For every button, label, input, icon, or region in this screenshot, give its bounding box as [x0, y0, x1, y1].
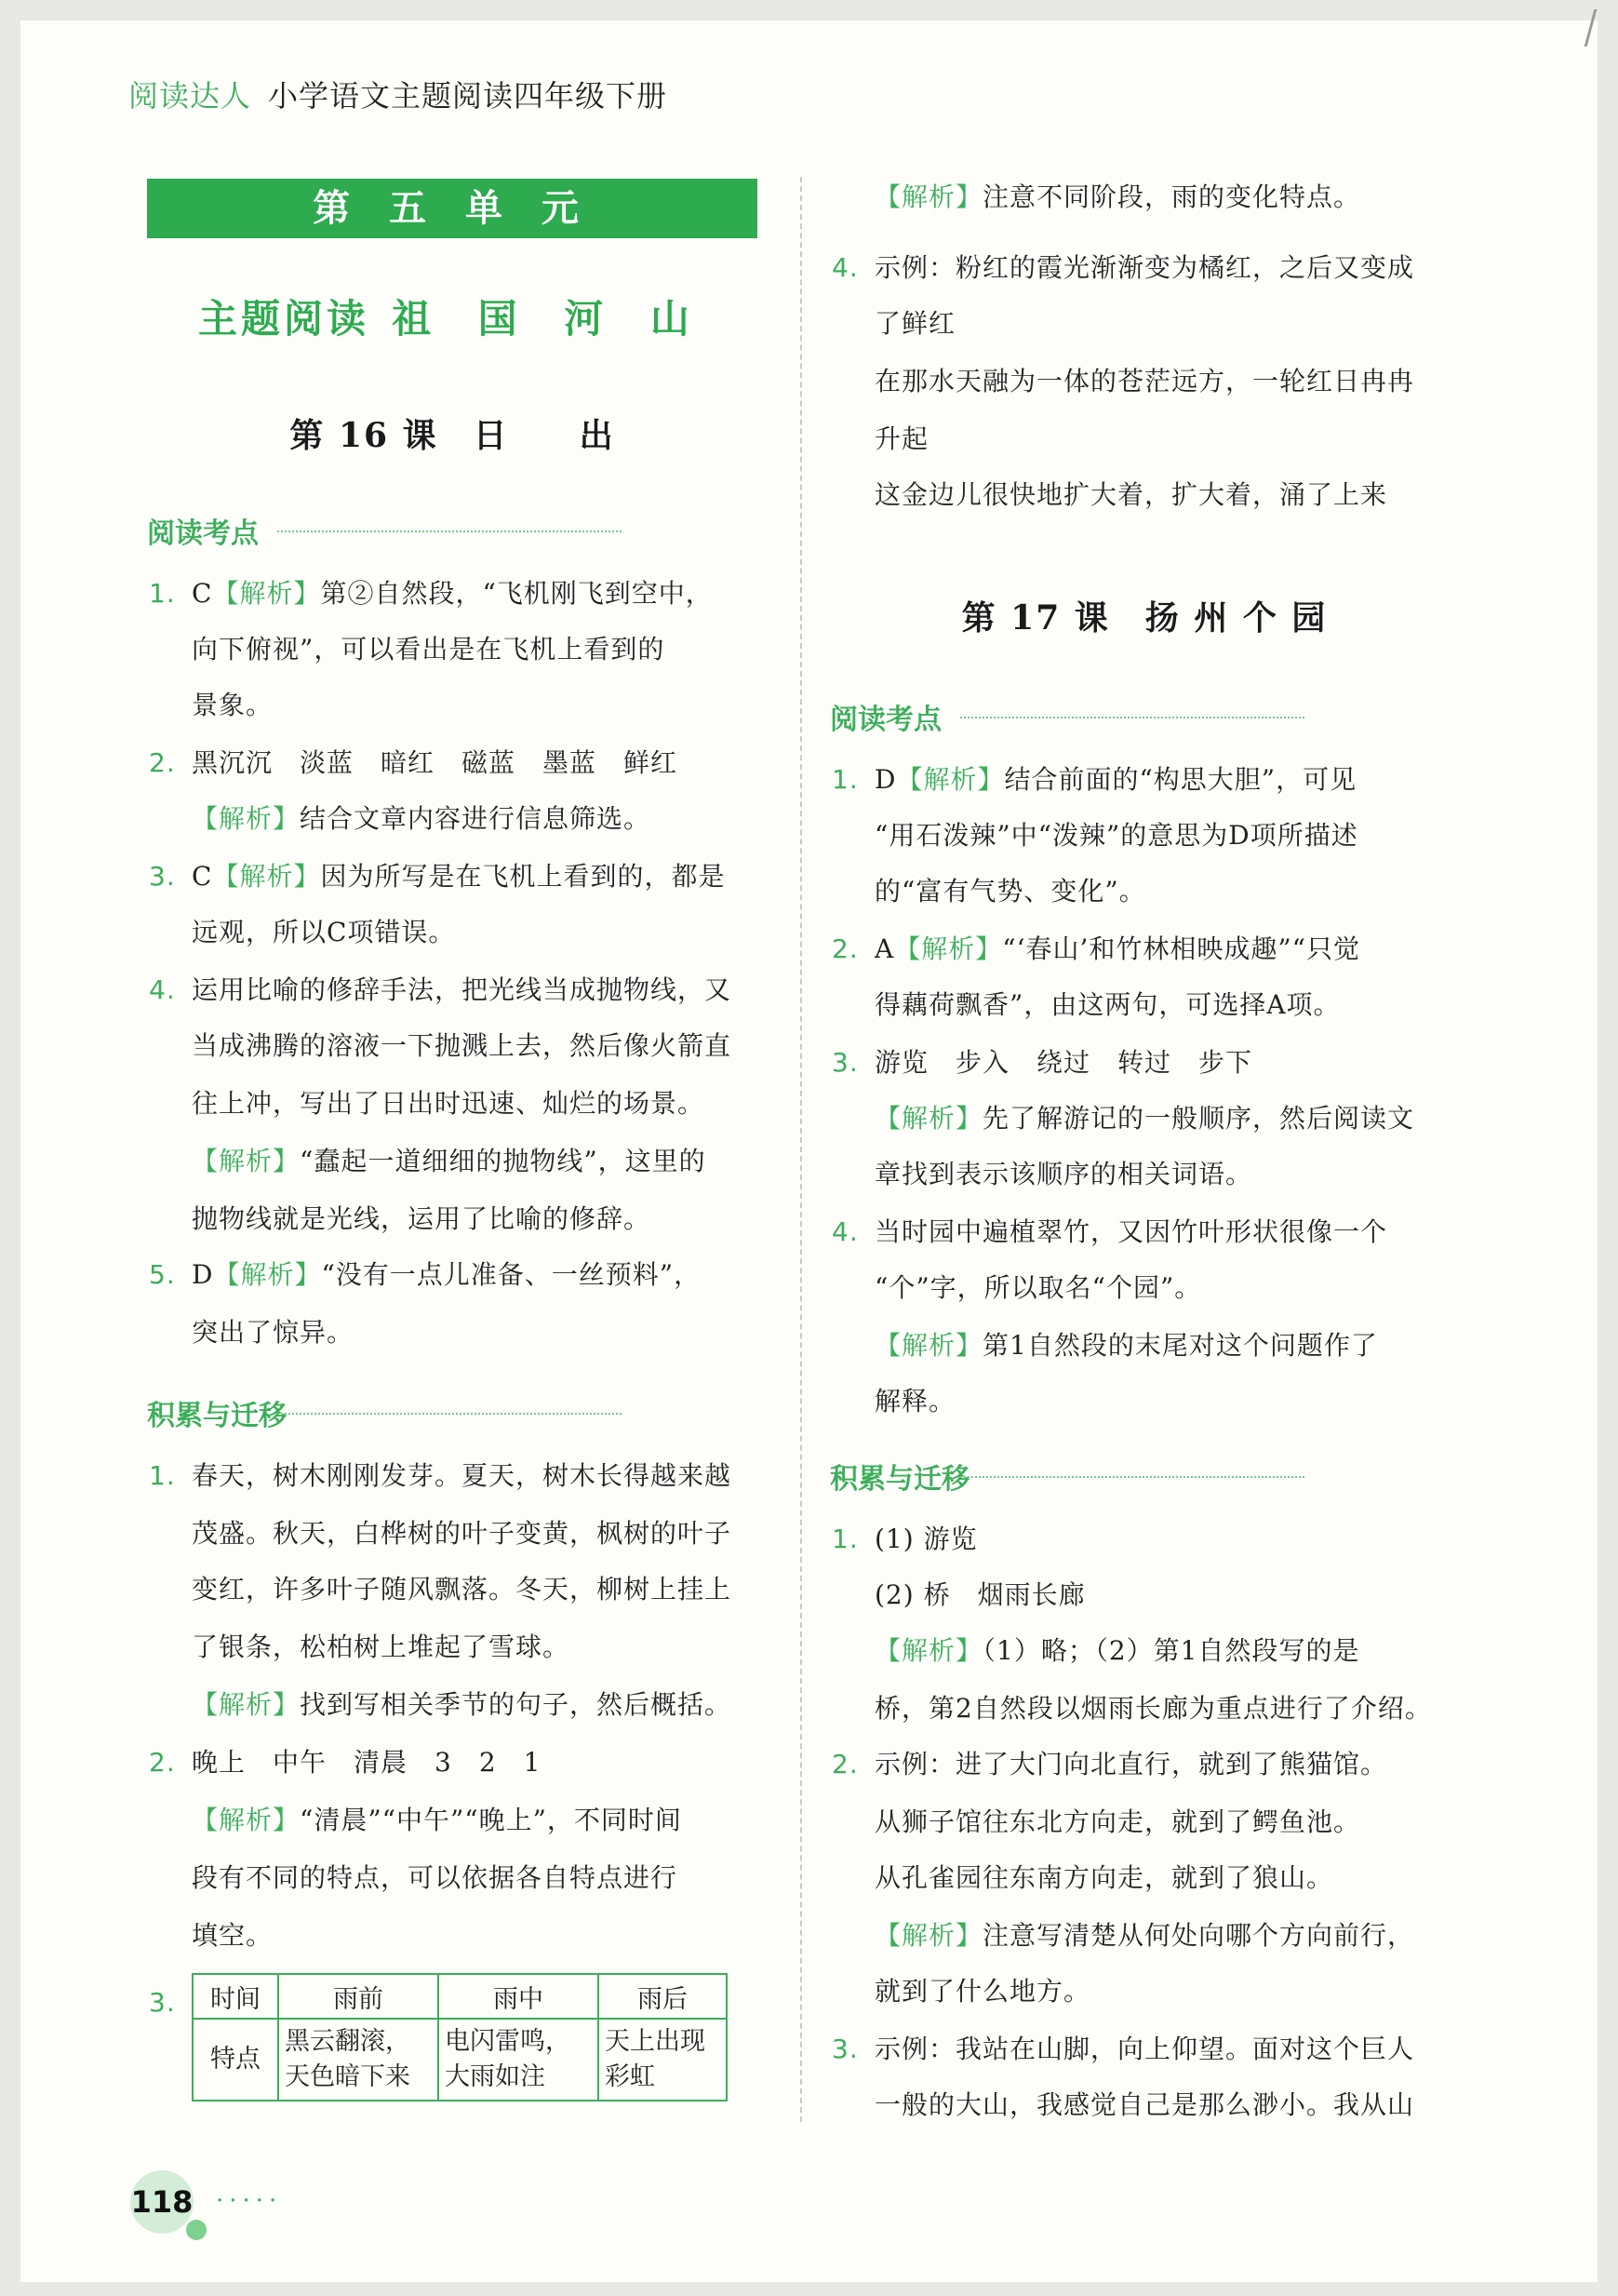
table-cell: 黑云翻滚，天色暗下来 [278, 2019, 438, 2101]
table-header-cell: 雨后 [598, 1974, 727, 2019]
answer-line: 往上冲，写出了日出时迅速、灿烂的场景。 [192, 1088, 705, 1119]
answer-line: 抛物线就是光线，运用了比喻的修辞。 [192, 1203, 651, 1234]
answer-line: 2. 晚上 中午 清晨 3 2 1 [149, 1747, 542, 1778]
answer-line: 一般的大山，我感觉自己是那么渺小。我从山 [875, 2089, 1415, 2120]
page-corner-mark [1585, 9, 1612, 47]
answer-line: 了鲜红 [875, 308, 956, 339]
answer-line: 【解析】找到写相关季节的句子，然后概括。 [192, 1689, 732, 1720]
answer-line: 【解析】（1）略；（2）第1自然段写的是 [875, 1635, 1360, 1666]
answer-line: 3. C【解析】因为所写是在飞机上看到的，都是 [149, 861, 726, 892]
answer-line: 【解析】第1自然段的末尾对这个问题作了 [875, 1330, 1378, 1361]
answer-line: 这金边儿很快地扩大着，扩大着，涌了上来 [875, 479, 1388, 510]
answer-line: (2) 桥 烟雨长廊 [875, 1579, 1086, 1610]
table-cell: 特点 [193, 2019, 278, 2101]
unit-title-bar: 第 五 单 元 [147, 179, 757, 238]
brand-name: 阅读达人 [128, 78, 252, 114]
column-divider [800, 177, 802, 2122]
theme-title-b: 祖 国 河 山 [392, 296, 706, 342]
book-title: 小学语文主题阅读四年级下册 [268, 78, 668, 114]
answer-line: “用石泼辣”中“泼辣”的意思为D项所描述 [875, 820, 1358, 851]
answer-line: 了银条，松柏树上堆起了雪球。 [192, 1631, 570, 1662]
table-cell: 电闪雷鸣，大雨如注 [438, 2019, 598, 2101]
answer-line: 当成沸腾的溶液一下抛溅上去，然后像火箭直 [192, 1030, 732, 1061]
answer-line: 【解析】先了解游记的一般顺序，然后阅读文 [875, 1103, 1415, 1134]
answer-line: 4. 运用比喻的修辞手法，把光线当成抛物线，又 [149, 974, 732, 1005]
answer-line: 4. 示例：粉红的霞光渐渐变为橘红，之后又变成 [832, 252, 1415, 283]
answer-line: 突出了惊异。 [192, 1317, 354, 1348]
answer-line: 1. (1) 游览 [832, 1524, 978, 1554]
answer-line: 的“富有气势、变化”。 [875, 876, 1146, 906]
answer-line: 向下俯视”，可以看出是在飞机上看到的 [192, 634, 665, 665]
answer-line: 2. 示例：进了大门向北直行，就到了熊猫馆。 [832, 1749, 1388, 1779]
answer-line: 【解析】“蠢起一道细细的抛物线”，这里的 [192, 1146, 706, 1176]
section-reading-left: 阅读考点 [147, 510, 259, 551]
table-header-cell: 雨前 [278, 1974, 438, 2019]
answer-line: 桥，第2自然段以烟雨长廊为重点进行了介绍。 [875, 1693, 1432, 1724]
page-number: 118 [130, 2170, 194, 2234]
answer-line: 【解析】“清晨”“中午”“晚上”，不同时间 [192, 1805, 682, 1835]
table-row [193, 2019, 727, 2101]
table-header-cell: 时间 [193, 1974, 278, 2019]
answer-line: 升起 [875, 423, 929, 454]
answer-line: 2. A【解析】“‘春山’和竹林相映成趣”“只觉 [832, 933, 1360, 964]
answer-line: 解释。 [875, 1386, 956, 1417]
answer-line: 3. 示例：我站在山脚，向上仰望。面对这个巨人 [832, 2034, 1415, 2064]
table-cell: 天上出现彩虹 [598, 2019, 727, 2101]
answer-line: 远观，所以C项错误。 [192, 917, 456, 947]
answer-line: 1. D【解析】结合前面的“构思大胆”，可见 [832, 764, 1357, 795]
page-dots: ····· [216, 2187, 283, 2215]
theme-title [147, 289, 757, 344]
answer-line: 在那水天融为一体的苍茫远方，一轮红日冉冉 [875, 366, 1415, 396]
section-accumulate-right: 积累与迁移 [830, 1456, 969, 1497]
rain-stages-table [192, 1973, 728, 2101]
answer-line: 【解析】注意不同阶段，雨的变化特点。 [875, 181, 1361, 212]
answer-line: 茂盛。秋天，白桦树的叶子变黄，枫树的叶子 [192, 1518, 732, 1549]
lesson-16-title: 第 16 课 日 出 [289, 416, 615, 455]
answer-line: 就到了什么地方。 [875, 1976, 1091, 2007]
table-header-cell: 雨中 [438, 1974, 598, 2019]
page-number-dot-icon [186, 2220, 207, 2240]
lesson-17-title: 第 17 课 扬 州 个 园 [961, 598, 1328, 638]
answer-line: 2. 黑沉沉 淡蓝 暗红 磁蓝 墨蓝 鲜红 [149, 747, 678, 778]
answer-line: “个”字，所以取名“个园”。 [875, 1272, 1202, 1303]
answer-line: 从狮子馆往东北方向走，就到了鳄鱼池。 [875, 1806, 1361, 1837]
answer-line: 景象。 [192, 690, 274, 720]
section-accumulate-left: 积累与迁移 [147, 1392, 287, 1433]
answer-line: 章找到表示该顺序的相关词语。 [875, 1159, 1253, 1189]
running-header [128, 73, 667, 115]
answer-line: 1. C【解析】第②自然段，“飞机刚飞到空中， [149, 578, 713, 609]
answer-line: 填空。 [192, 1920, 274, 1951]
answer-line: 【解析】注意写清楚从何处向哪个方向前行， [875, 1920, 1415, 1951]
answer-line: 段有不同的特点，可以依据各自特点进行 [192, 1862, 678, 1893]
section-reading-right: 阅读考点 [830, 696, 942, 737]
answer-line: 1. 春天，树木刚刚发芽。夏天，树木长得越来越 [149, 1460, 732, 1491]
table-header-row [193, 1974, 727, 2019]
answer-line: 5. D【解析】“没有一点儿准备、一丝预料”， [149, 1259, 702, 1290]
answer-line: 从孔雀园往东南方向走，就到了狼山。 [875, 1862, 1334, 1893]
answer-line: 得藕荷飘香”，由这两句，可选择A项。 [875, 989, 1341, 1020]
answer-line: 变红，许多叶子随风飘落。冬天，柳树上挂上 [192, 1574, 732, 1605]
theme-title-a: 主题阅读 [198, 296, 370, 342]
answer-line: 4. 当时园中遍植翠竹，又因竹叶形状很像一个 [832, 1216, 1388, 1247]
answer-line: 【解析】结合文章内容进行信息筛选。 [192, 803, 651, 834]
answer-line: 3. 游览 步入 绕过 转过 步下 [832, 1047, 1253, 1078]
